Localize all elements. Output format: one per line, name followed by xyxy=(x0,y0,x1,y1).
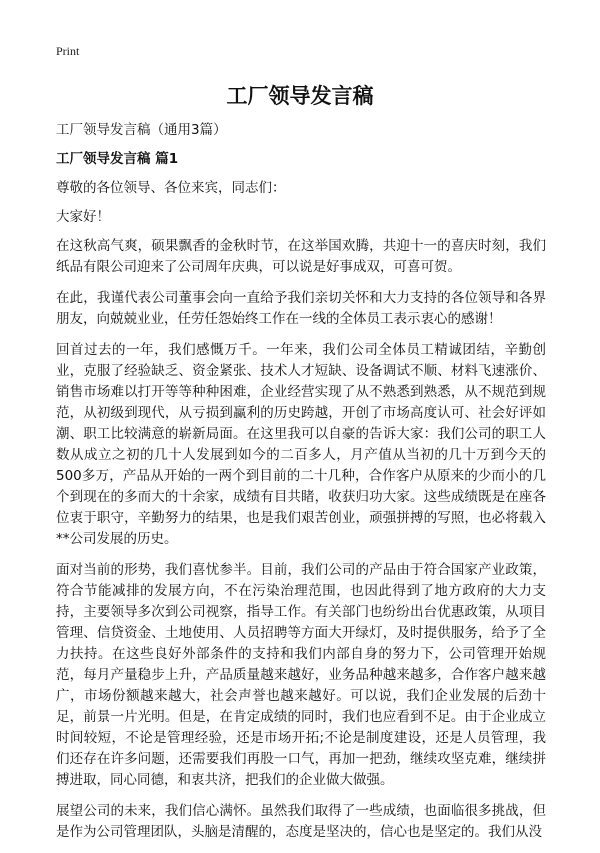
greeting-line: 尊敬的各位领导、各位来宾，同志们： xyxy=(56,180,286,196)
body-paragraph-3: 回首过去的一年，我们感慨万千。一年来，我们公司全体员工精诚团结，辛勤创业，克服了经验缺乏、资金紧张、技术人才短缺、设备调试不顺、材料飞速涨价、销售市场难以打开等等种种困难，企业经营实现了从不熟悉到熟悉，从不规范到规范，从初级到现代，从亏损到赢利的历史跨越，开创了市场高度认可、社会好评如潮、职工比较满意的崭新局面。在这里我可以自豪的告诉大家：我们公司的职工人数从成立之初的几十人发展到如今的二百多人，月产值从当初的几十万到今天的500多万，产品从开始的一两个到目前的二十几种，合作客户从原来的少而小的几个到现在的多而大的十余家，成绩有目共睹，收获归功大家。这些成绩既是在座各位衷于职守，辛勤努力的结果，也是我们艰苦创业，顽强拼搏的写照，也必将载入**公司发展的历史。 xyxy=(56,342,546,547)
article-heading: 工厂领导发言稿 篇1 xyxy=(56,151,179,167)
body-paragraph-2: 在此，我谨代表公司董事会向一直给予我们亲切关怀和大力支持的各位领导和各界朋友，向兢兢业业，任劳任怨始终工作在一线的全体员工表示衷心的感谢！ xyxy=(56,290,546,327)
document-title: 工厂领导发言稿 xyxy=(226,84,374,108)
print-link[interactable]: Print xyxy=(56,44,80,58)
body-paragraph-1: 在这秋高气爽，硕果飘香的金秋时节，在这举国欢腾，共迎十一的喜庆时刻，我们纸品有限公司迎来了公司周年庆典，可以说是好事成双，可喜可贺。 xyxy=(56,238,546,275)
document-body xyxy=(56,120,546,853)
body-paragraph-5: 展望公司的未来，我们信心满怀。虽然我们取得了一些成绩，也面临很多挑战，但是作为公司管理团队，头脑是清醒的，态度是坚决的，信心也是坚定的。我们从没 xyxy=(56,803,546,840)
body-paragraph-4: 面对当前的形势，我们喜忧参半。目前，我们公司的产品由于符合国家产业政策，符合节能减排的发展方向，不在污染治理范围，也因此得到了地方政府的大力支持，主要领导多次到公司视察，指导工作。有关部门也纷纷出台优惠政策，从项目管理、信贷资金、土地使用、人员招聘等方面大开绿灯，及时提供服务，给予了全力扶持。在这些良好外部条件的支持和我们内部自身的努力下，公司管理开始规范，每月产量稳步上升，产品质量越来越好，业务品种越来越多，合作客户越来越广，市场份额越来越大，社会声誉也越来越好。可以说，我们企业发展的后劲十足，前景一片光明。但是，在肯定成绩的同时，我们也应看到不足。由于企业成立时间较短，不论是管理经验，还是市场开拓;不论是制度建设，还是人员管理，我们还存在许多问题，还需要我们再股一口气，再加一把劲，继续攻坚克难，继续拼搏进取，同心同德，和衷共济，把我们的企业做大做强。 xyxy=(56,562,546,788)
document-subtitle: 工厂领导发言稿（通用3篇） xyxy=(56,122,227,138)
hello-line: 大家好！ xyxy=(56,209,110,225)
